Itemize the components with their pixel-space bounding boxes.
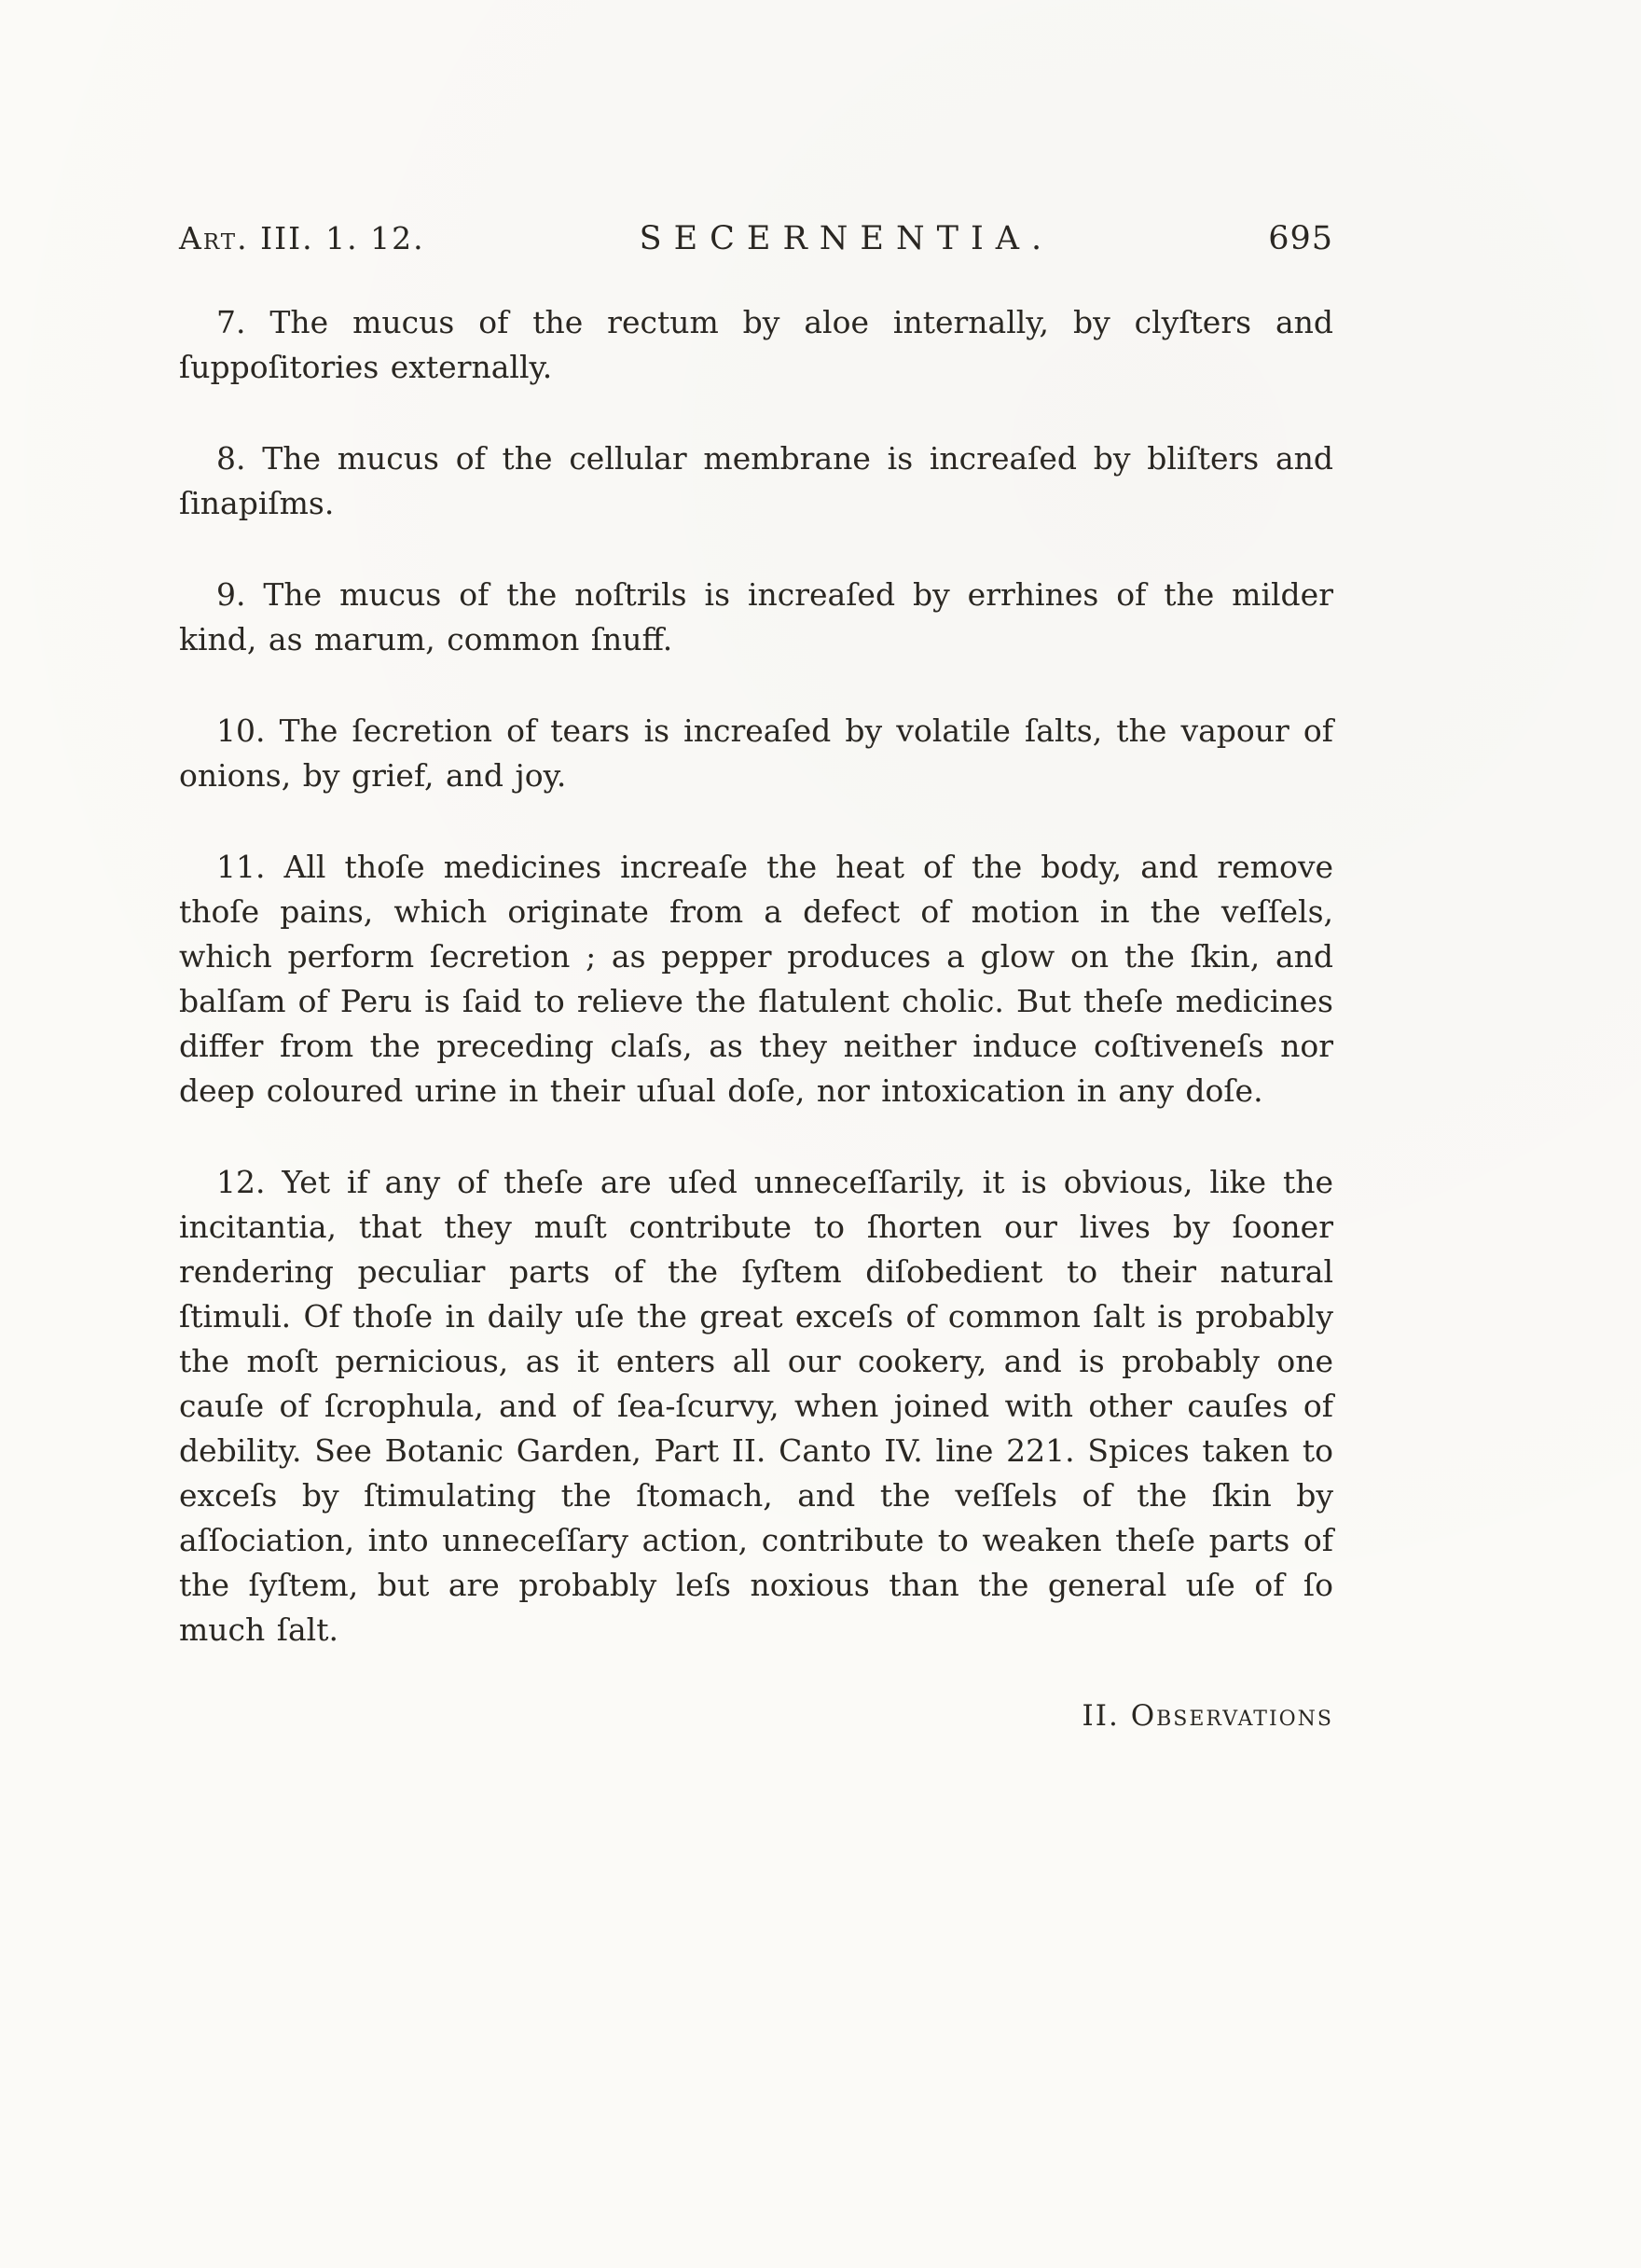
catchword-row — [179, 1699, 1333, 1733]
page-number: 695 — [1268, 220, 1333, 257]
paragraph-10: 10. The ſecretion of tears is increaſed by volatile ſalts, the vapour of onions, by grief, and joy. — [179, 712, 1333, 794]
page-header — [179, 220, 1333, 257]
paragraph-7: 7. The mucus of the rectum by aloe internally, by clyſters and ſuppoſitories externally. — [179, 304, 1333, 385]
paragraph-11: 11. All thoſe medicines increaſe the heat of the body, and remove thoſe pains, which originate from a defect of motion in the veſſels, which perform ſecretion ; as pepper produces a glow on the ſkin, and balſam of Peru is ſaid to relieve the flatulent cholic. But theſe medicines differ from the preceding claſs, as they neither induce coſtiveneſs nor deep coloured urine in their uſual doſe, nor intoxication in any doſe. — [179, 849, 1333, 1109]
running-title: SECERNENTIA. — [639, 220, 1055, 257]
article-number: Art. III. 1. 12. — [179, 220, 425, 256]
text-block — [179, 300, 1333, 1653]
paragraph-9: 9. The mucus of the noſtrils is increaſed by errhines of the milder kind, as marum, common ſnuff. — [179, 576, 1333, 657]
paragraph-8: 8. The mucus of the cellular membrane is increaſed by bliſters and ſinapiſms. — [179, 440, 1333, 521]
paragraph-12: 12. Yet if any of theſe are uſed unneceſſarily, it is obvious, like the incitantia, that they muſt contribute to ſhorten our lives by ſooner rendering peculiar parts of the ſyſtem diſobedient to their natural ſtimuli. Of thoſe in daily uſe the great exceſs of common ſalt is probably the moſt pernicious, as it enters all our cookery, and is probably one cauſe of ſcrophula, and of ſea-ſcurvy, when joined with other cauſes of debility. See Botanic Garden, Part II. Canto IV. line 221. Spices taken to exceſs by ſtimulating the ſtomach, and the veſſels of the ſkin by aſſociation, into unneceſſary action, contribute to weaken theſe parts of the ſyſtem, but are probably leſs noxious than the general uſe of ſo much ſalt. — [179, 1164, 1333, 1648]
catchword: II. Observations — [1082, 1699, 1333, 1733]
